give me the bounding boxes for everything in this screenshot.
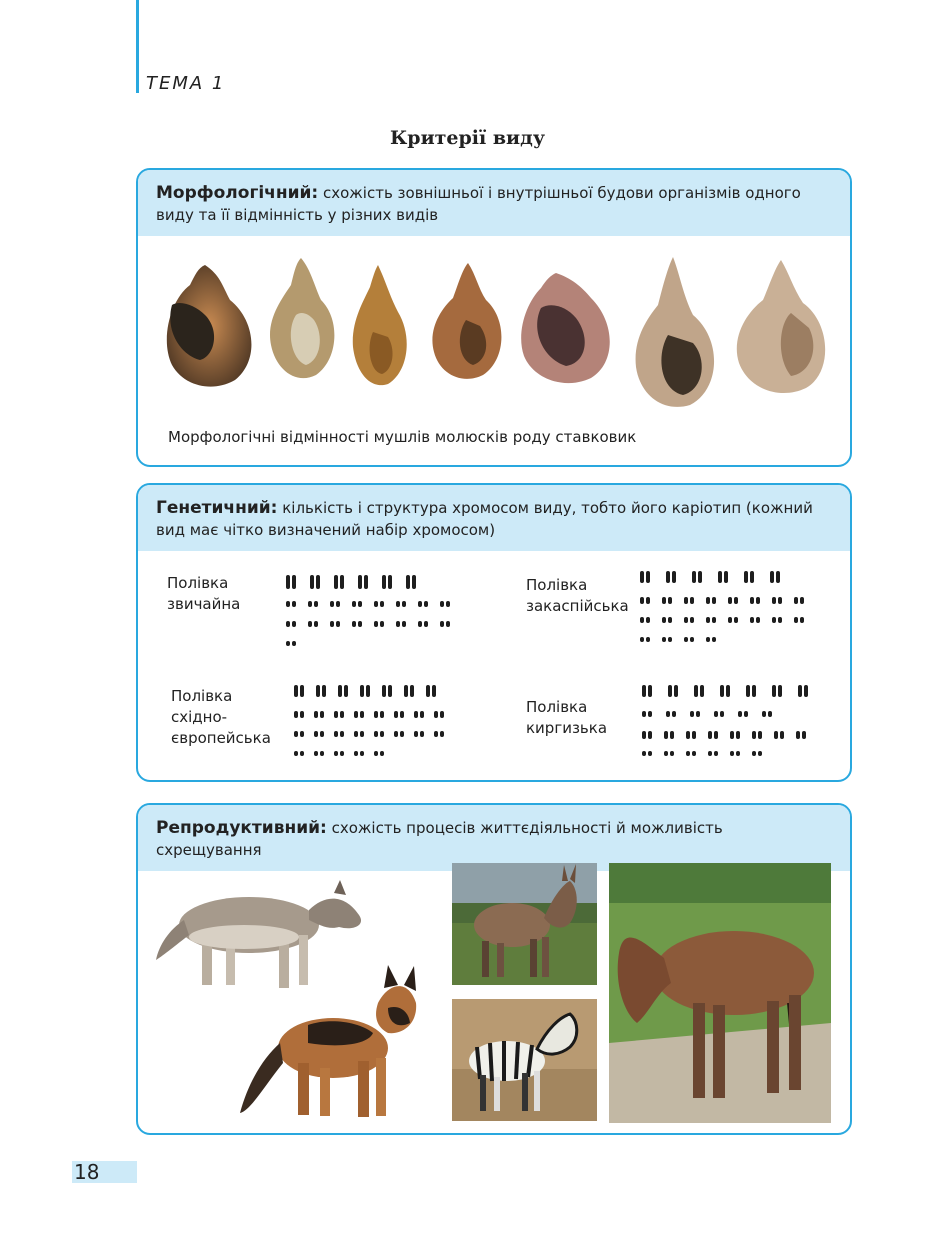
chromosome-glyph: [382, 685, 386, 697]
chromosome-glyph: [662, 597, 666, 604]
chromosome-glyph: [640, 597, 644, 604]
chromosome-glyph: [772, 685, 776, 697]
genetic-term: Генетичний:: [156, 498, 278, 518]
chromosome-glyph: [692, 731, 696, 739]
chromosome-glyph: [668, 597, 672, 604]
chromosome-glyph: [440, 621, 444, 627]
karyotype-label-kyrgyz-vole: Полівка киргизька: [526, 698, 608, 737]
karyotype-chart: [638, 681, 828, 766]
chromosome-glyph: [762, 711, 766, 717]
chromosome-glyph: [432, 685, 436, 697]
chromosome-glyph: [364, 575, 368, 589]
chromosome-glyph: [294, 731, 298, 737]
chromosome-glyph: [756, 617, 760, 623]
chromosome-glyph: [726, 685, 730, 697]
chromosome-glyph: [374, 601, 378, 607]
chromosome-glyph: [664, 751, 668, 756]
chromosome-glyph: [446, 601, 450, 607]
chromosome-glyph: [374, 621, 378, 627]
donkey-image: [452, 863, 597, 985]
chromosome-glyph: [340, 575, 344, 589]
chromosome-glyph: [414, 731, 418, 737]
chromosome-glyph: [336, 621, 340, 627]
chromosome-glyph: [340, 711, 344, 718]
chromosome-glyph: [340, 751, 344, 756]
chromosome-glyph: [752, 731, 756, 739]
chromosome-glyph: [802, 731, 806, 739]
chromosome-glyph: [358, 621, 362, 627]
chromosome-glyph: [292, 621, 296, 627]
chromosome-glyph: [690, 597, 694, 604]
chromosome-glyph: [730, 731, 734, 739]
shell-image: [160, 260, 260, 390]
chromosome-glyph: [772, 617, 776, 623]
chromosome-glyph: [730, 751, 734, 756]
chromosome-glyph: [410, 685, 414, 697]
dog-image: [238, 963, 423, 1123]
chromosome-glyph: [672, 711, 676, 717]
chromosome-glyph: [700, 685, 704, 697]
shell-image: [516, 268, 621, 388]
chromosome-glyph: [648, 751, 652, 756]
genetic-definition: кількість і структура хромосом виду, тобто його каріотип (кожний вид має чітко визначений набір хромосом): [156, 499, 813, 539]
chromosome-glyph: [728, 597, 732, 604]
chromosome-glyph: [314, 601, 318, 607]
morphological-definition: схожість зовнішньої і внутрішньої будови організмів одного виду та її відмінність у різних видів: [156, 184, 801, 224]
chromosome-glyph: [800, 617, 804, 623]
chromosome-glyph: [778, 617, 782, 623]
chromosome-glyph: [714, 711, 718, 717]
chromosome-glyph: [286, 621, 290, 627]
chromosome-glyph: [646, 617, 650, 623]
chromosome-glyph: [382, 575, 386, 589]
page-number: 18: [72, 1161, 137, 1183]
chromosome-glyph: [690, 711, 694, 717]
chromosome-glyph: [778, 685, 782, 697]
chromosome-glyph: [640, 571, 644, 583]
reproductive-header: [138, 805, 850, 871]
chromosome-glyph: [736, 751, 740, 756]
chromosome-glyph: [728, 617, 732, 623]
chromosome-glyph: [752, 685, 756, 697]
chromosome-glyph: [396, 601, 400, 607]
chromosome-glyph: [686, 751, 690, 756]
chromosome-glyph: [772, 597, 776, 604]
chromosome-glyph: [426, 685, 430, 697]
chromosome-glyph: [778, 597, 782, 604]
chromosome-glyph: [440, 711, 444, 718]
chromosome-glyph: [420, 711, 424, 718]
chromosome-glyph: [692, 751, 696, 756]
chromosome-glyph: [714, 731, 718, 739]
chromosome-glyph: [286, 575, 290, 589]
chromosome-glyph: [340, 731, 344, 737]
chromosome-glyph: [320, 711, 324, 718]
chromosome-glyph: [712, 637, 716, 642]
chromosome-glyph: [758, 751, 762, 756]
karyotype-chart: [636, 567, 811, 652]
chromosome-glyph: [300, 685, 304, 697]
chromosome-glyph: [446, 621, 450, 627]
reproductive-term: Репродуктивний:: [156, 818, 327, 838]
chromosome-glyph: [360, 685, 364, 697]
chromosome-glyph: [344, 685, 348, 697]
chromosome-glyph: [664, 731, 668, 739]
chromosome-glyph: [734, 597, 738, 604]
chromosome-glyph: [294, 711, 298, 718]
chromosome-glyph: [320, 751, 324, 756]
chromosome-glyph: [314, 621, 318, 627]
chromosome-glyph: [800, 597, 804, 604]
chromosome-glyph: [642, 685, 646, 697]
chromosome-glyph: [294, 685, 298, 697]
chromosome-glyph: [684, 617, 688, 623]
chromosome-glyph: [388, 575, 392, 589]
chromosome-glyph: [794, 597, 798, 604]
chromosome-glyph: [804, 685, 808, 697]
chromosome-glyph: [286, 641, 290, 646]
chromosome-glyph: [330, 621, 334, 627]
chromosome-glyph: [330, 601, 334, 607]
chromosome-glyph: [724, 571, 728, 583]
chromosome-glyph: [746, 685, 750, 697]
chromosome-glyph: [440, 731, 444, 737]
chromosome-glyph: [666, 571, 670, 583]
genetic-header: [138, 485, 850, 551]
chromosome-glyph: [776, 571, 780, 583]
chromosome-glyph: [300, 711, 304, 718]
chromosome-glyph: [380, 731, 384, 737]
chromosome-glyph: [316, 685, 320, 697]
chromosome-glyph: [334, 751, 338, 756]
chromosome-glyph: [360, 711, 364, 718]
karyotype-label-transcaspian-vole: Полівка закаспійська: [526, 576, 629, 615]
chromosome-glyph: [352, 601, 356, 607]
chromosome-glyph: [424, 601, 428, 607]
karyotype-chart: [282, 571, 467, 649]
morphological-header: [138, 170, 850, 236]
chromosome-glyph: [694, 685, 698, 697]
chromosome-glyph: [750, 617, 754, 623]
chromosome-glyph: [698, 571, 702, 583]
chromosome-glyph: [706, 597, 710, 604]
chromosome-glyph: [706, 637, 710, 642]
chromosome-glyph: [696, 711, 700, 717]
chromosome-glyph: [294, 751, 298, 756]
chromosome-glyph: [314, 711, 318, 718]
chromosome-glyph: [380, 601, 384, 607]
chromosome-glyph: [770, 571, 774, 583]
chromosome-glyph: [646, 571, 650, 583]
chromosome-glyph: [402, 601, 406, 607]
chromosome-glyph: [670, 731, 674, 739]
chromosome-glyph: [666, 711, 670, 717]
chromosome-glyph: [418, 601, 422, 607]
chromosome-glyph: [352, 621, 356, 627]
chromosome-glyph: [338, 685, 342, 697]
chromosome-glyph: [744, 571, 748, 583]
chromosome-glyph: [668, 637, 672, 642]
chromosome-glyph: [640, 637, 644, 642]
chromosome-glyph: [640, 617, 644, 623]
margin-accent-line: [136, 0, 139, 93]
shell-image: [348, 262, 413, 390]
chromosome-glyph: [684, 597, 688, 604]
chromosome-glyph: [412, 575, 416, 589]
chromosome-glyph: [334, 711, 338, 718]
chromosome-glyph: [690, 617, 694, 623]
chromosome-glyph: [310, 575, 314, 589]
chromosome-glyph: [758, 731, 762, 739]
chromosome-glyph: [706, 617, 710, 623]
chromosome-glyph: [360, 751, 364, 756]
chromosome-glyph: [648, 731, 652, 739]
chromosome-glyph: [708, 731, 712, 739]
chromosome-glyph: [380, 751, 384, 756]
chromosome-glyph: [642, 711, 646, 717]
chromosome-glyph: [388, 685, 392, 697]
chromosome-glyph: [414, 711, 418, 718]
chromosome-glyph: [798, 685, 802, 697]
chromosome-glyph: [394, 731, 398, 737]
chromosome-glyph: [420, 731, 424, 737]
chromosome-glyph: [720, 711, 724, 717]
chromosome-glyph: [402, 621, 406, 627]
chromosome-glyph: [336, 601, 340, 607]
chromosome-glyph: [380, 711, 384, 718]
page-title: Критерії виду: [390, 127, 545, 149]
chromosome-glyph: [314, 731, 318, 737]
chromosome-glyph: [768, 711, 772, 717]
chromosome-glyph: [714, 751, 718, 756]
chromosome-glyph: [662, 637, 666, 642]
morphological-term: Морфологічний:: [156, 183, 319, 203]
chromosome-glyph: [354, 731, 358, 737]
chromosome-glyph: [334, 575, 338, 589]
chromosome-glyph: [774, 731, 778, 739]
chromosome-glyph: [424, 621, 428, 627]
chromosome-glyph: [400, 711, 404, 718]
chromosome-glyph: [646, 597, 650, 604]
chromosome-glyph: [300, 751, 304, 756]
chromosome-glyph: [662, 617, 666, 623]
shell-image: [266, 255, 341, 385]
chromosome-glyph: [380, 621, 384, 627]
morphological-criterion-box: [136, 168, 852, 467]
chromosome-glyph: [750, 571, 754, 583]
chromosome-glyph: [354, 711, 358, 718]
chromosome-glyph: [796, 731, 800, 739]
shells-caption: Морфологічні відмінності мушлів молюсків роду ставковик: [168, 428, 637, 446]
chromosome-glyph: [646, 637, 650, 642]
chromosome-glyph: [404, 685, 408, 697]
chromosome-glyph: [734, 617, 738, 623]
chromosome-glyph: [440, 601, 444, 607]
shell-image: [731, 258, 836, 398]
chromosome-glyph: [668, 685, 672, 697]
chromosome-glyph: [738, 711, 742, 717]
reproductive-criterion-box: [136, 803, 852, 1135]
chromosome-glyph: [434, 731, 438, 737]
chromosome-glyph: [642, 751, 646, 756]
chromosome-glyph: [648, 685, 652, 697]
chromosome-glyph: [720, 685, 724, 697]
reproductive-definition: схожість процесів життєдіяльності й можливість схрещування: [156, 819, 723, 859]
chromosome-glyph: [374, 731, 378, 737]
chromosome-glyph: [358, 601, 362, 607]
chromosome-glyph: [292, 641, 296, 646]
karyotype-label-east-european-vole: Полівка східно- європейська: [171, 687, 271, 747]
chromosome-glyph: [434, 711, 438, 718]
zebroid-image: [609, 863, 831, 1123]
chromosome-glyph: [358, 575, 362, 589]
chromosome-glyph: [780, 731, 784, 739]
chromosome-glyph: [712, 617, 716, 623]
chromosome-glyph: [752, 751, 756, 756]
shell-image: [428, 260, 508, 385]
shell-image: [628, 255, 723, 410]
chromosome-glyph: [756, 597, 760, 604]
chromosome-glyph: [642, 731, 646, 739]
chromosome-glyph: [286, 601, 290, 607]
chromosome-glyph: [314, 751, 318, 756]
chromosome-glyph: [366, 685, 370, 697]
chromosome-glyph: [692, 571, 696, 583]
chromosome-glyph: [354, 751, 358, 756]
chromosome-glyph: [322, 685, 326, 697]
chromosome-glyph: [690, 637, 694, 642]
topic-label: ТЕМА 1: [146, 73, 226, 94]
chromosome-glyph: [418, 621, 422, 627]
chromosome-glyph: [396, 621, 400, 627]
chromosome-glyph: [300, 731, 304, 737]
chromosome-glyph: [316, 575, 320, 589]
chromosome-glyph: [794, 617, 798, 623]
chromosome-glyph: [744, 711, 748, 717]
chromosome-glyph: [308, 621, 312, 627]
genetic-criterion-box: [136, 483, 852, 782]
chromosome-glyph: [292, 601, 296, 607]
shell-images: [138, 250, 850, 430]
chromosome-glyph: [736, 731, 740, 739]
chromosome-glyph: [686, 731, 690, 739]
chromosome-glyph: [672, 571, 676, 583]
chromosome-glyph: [750, 597, 754, 604]
chromosome-glyph: [668, 617, 672, 623]
chromosome-glyph: [406, 575, 410, 589]
chromosome-glyph: [360, 731, 364, 737]
chromosome-glyph: [718, 571, 722, 583]
chromosome-glyph: [670, 751, 674, 756]
chromosome-glyph: [308, 601, 312, 607]
karyotype-label-common-vole: Полівка звичайна: [167, 574, 241, 613]
chromosome-glyph: [648, 711, 652, 717]
chromosome-glyph: [334, 731, 338, 737]
zebra-image: [452, 999, 597, 1121]
chromosome-glyph: [708, 751, 712, 756]
chromosome-glyph: [374, 711, 378, 718]
chromosome-glyph: [292, 575, 296, 589]
chromosome-glyph: [712, 597, 716, 604]
chromosome-glyph: [394, 711, 398, 718]
chromosome-glyph: [674, 685, 678, 697]
karyotype-chart: [290, 681, 460, 756]
chromosome-glyph: [684, 637, 688, 642]
chromosome-glyph: [374, 751, 378, 756]
chromosome-glyph: [400, 731, 404, 737]
chromosome-glyph: [320, 731, 324, 737]
